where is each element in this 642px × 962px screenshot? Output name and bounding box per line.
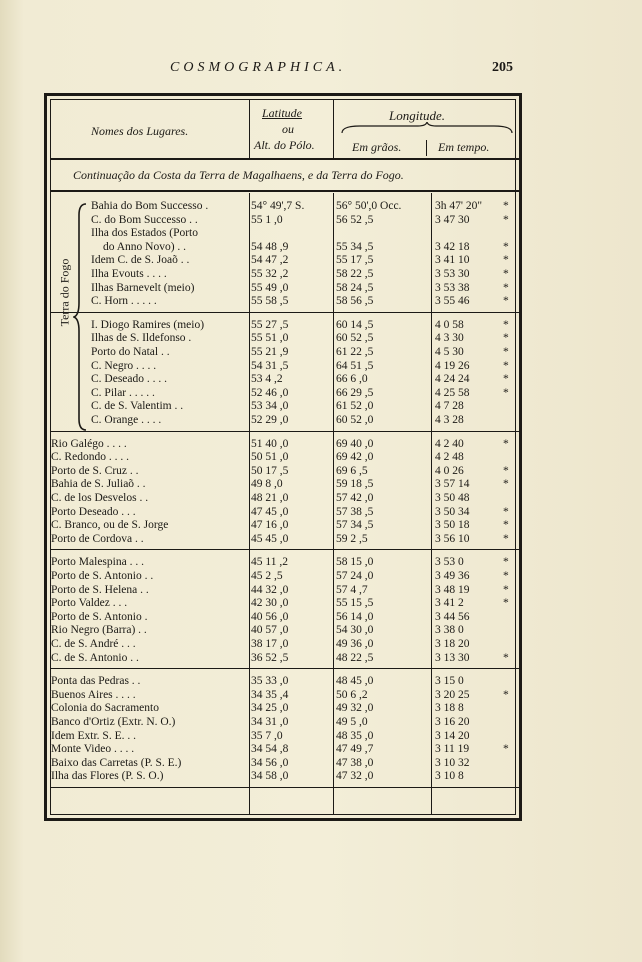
- latitude-value: 34 25 ,0: [251, 702, 289, 715]
- observation-mark: *: [503, 200, 509, 212]
- latitude-value: 54° 49',7 S.: [251, 200, 305, 212]
- latitude-value: 50 17 ,5: [251, 464, 289, 477]
- observation-mark: *: [503, 532, 509, 545]
- observation-mark: *: [503, 373, 509, 386]
- table-row: [51, 477, 521, 491]
- place-name: Colonia do Sacramento: [51, 702, 159, 715]
- latitude-value: 34 58 ,0: [251, 770, 289, 783]
- latitude-value: 35 7 ,0: [251, 729, 283, 742]
- header-long-time: Em tempo.: [438, 140, 490, 154]
- longitude-time: 3 53 38: [435, 281, 470, 294]
- longitude-time: 3 10 32: [435, 756, 470, 769]
- latitude-value: 55 27 ,5: [251, 318, 289, 331]
- latitude-value: 42 30 ,0: [251, 597, 289, 610]
- table-row: [51, 240, 521, 254]
- observation-mark: *: [503, 268, 509, 280]
- observation-mark: *: [503, 386, 509, 399]
- table-row: [51, 226, 521, 240]
- observation-mark: *: [503, 281, 509, 294]
- latitude-value: 35 33 ,0: [251, 675, 289, 688]
- place-name: C. Horn . . . . .: [91, 295, 157, 308]
- observation-mark: *: [503, 464, 509, 477]
- longitude-degrees: 56 52 ,5: [336, 213, 374, 226]
- place-name: Ilhas de S. Ildefonso .: [91, 332, 192, 345]
- place-name: Buenos Aires . . . .: [51, 688, 136, 701]
- longitude-time: 4 19 26: [435, 359, 470, 372]
- longitude-time: 3 11 19: [435, 743, 470, 756]
- observation-mark: *: [503, 240, 509, 253]
- place-name: C. Deseado . . . .: [91, 373, 168, 386]
- place-name: Porto Valdez . . .: [51, 597, 128, 610]
- longitude-time: 3 10 8: [435, 770, 464, 783]
- longitude-time: 3 53 30: [435, 268, 470, 280]
- longitude-degrees: 58 56 ,5: [336, 295, 374, 308]
- longitude-time: 3 20 25: [435, 688, 470, 701]
- longitude-degrees: 60 52 ,5: [336, 332, 374, 345]
- section-title-text: Continuação da Costa da Terra de Magalhaens, e da Terra do Fogo.: [73, 168, 404, 182]
- latitude-value: 40 56 ,0: [251, 610, 289, 623]
- header-lat-line3: Alt. do Pólo.: [254, 138, 315, 152]
- table-row: [51, 756, 521, 770]
- longitude-degrees: 55 15 ,5: [336, 597, 374, 610]
- longitude-degrees: 48 35 ,0: [336, 729, 374, 742]
- longitude-time: 3 16 20: [435, 716, 470, 728]
- place-name: C. Negro . . . .: [91, 359, 157, 372]
- table-row: [51, 715, 521, 729]
- observation-mark: *: [503, 346, 509, 358]
- longitude-degrees: 55 34 ,5: [336, 240, 374, 253]
- place-name: Porto de S. Cruz . .: [51, 464, 139, 477]
- table-row: [51, 596, 521, 610]
- place-name: Porto de S. Antonio . .: [51, 570, 154, 582]
- place-name: Baixo das Carretas (P. S. E.): [51, 756, 182, 769]
- latitude-value: 38 17 ,0: [251, 638, 289, 650]
- longitude-time: 3 50 18: [435, 519, 470, 532]
- header-lat-line2: ou: [282, 122, 294, 136]
- place-name: Idem Extr. S. E. . .: [51, 729, 136, 742]
- longitude-time: 3 56 10: [435, 532, 470, 545]
- observation-mark: *: [503, 688, 509, 701]
- header-name-label: Nomes dos Lugares.: [91, 124, 189, 138]
- longitude-degrees: 55 17 ,5: [336, 254, 374, 267]
- longitude-time: 3 57 14: [435, 478, 470, 491]
- latitude-value: 55 51 ,0: [251, 332, 289, 345]
- latitude-value: 51 40 ,0: [251, 437, 289, 450]
- observation-mark: *: [503, 651, 509, 664]
- table-row: [51, 253, 521, 267]
- latitude-value: 53 34 ,0: [251, 400, 289, 413]
- longitude-degrees: 69 42 ,0: [336, 451, 374, 464]
- column-header-longitude: [333, 100, 520, 160]
- latitude-value: 45 45 ,0: [251, 532, 289, 545]
- longitude-time: 3 14 20: [435, 729, 470, 742]
- header-long-label: Longitude.: [389, 108, 445, 123]
- longitude-degrees: 59 2 ,5: [336, 532, 368, 545]
- table-row: [51, 674, 521, 688]
- table-row: [51, 437, 521, 451]
- observation-mark: *: [503, 295, 509, 308]
- place-name: Porto de S. Antonio .: [51, 610, 148, 623]
- longitude-degrees: 54 30 ,0: [336, 624, 374, 637]
- longitude-time: 3 15 0: [435, 675, 464, 688]
- longitude-degrees: 69 40 ,0: [336, 437, 374, 450]
- observation-mark: *: [503, 254, 509, 267]
- observation-mark: *: [503, 505, 509, 518]
- running-title: COSMOGRAPHICA.: [170, 60, 347, 75]
- longitude-degrees: 49 36 ,0: [336, 638, 374, 650]
- table-row: [51, 318, 521, 332]
- table-row: [51, 505, 521, 519]
- longitude-degrees: 66 6 ,0: [336, 373, 368, 386]
- table-body: [51, 193, 521, 814]
- longitude-degrees: 58 22 ,5: [336, 268, 374, 280]
- table-row: [51, 651, 521, 665]
- observation-mark: *: [503, 743, 509, 756]
- table-row: [51, 583, 521, 597]
- observation-mark: *: [503, 556, 509, 569]
- table-row: [51, 281, 521, 295]
- latitude-value: 36 52 ,5: [251, 651, 289, 664]
- group-label: Terra do Fogo: [57, 258, 72, 327]
- observation-mark: *: [503, 583, 509, 596]
- longitude-degrees: 58 15 ,0: [336, 556, 374, 569]
- longitude-time: 3 18 20: [435, 638, 470, 650]
- table-row: [51, 359, 521, 373]
- longitude-time: 3 50 34: [435, 505, 470, 518]
- longitude-degrees: 69 6 ,5: [336, 464, 368, 477]
- longitude-subhead-divider: [426, 140, 427, 156]
- longitude-degrees: 57 42 ,0: [336, 492, 374, 504]
- place-name: Monte Video . . . .: [51, 743, 135, 756]
- place-name: Porto do Natal . .: [91, 346, 170, 358]
- place-name: Porto de S. Helena . .: [51, 583, 149, 596]
- table-row: [51, 555, 521, 569]
- longitude-degrees: 47 38 ,0: [336, 756, 374, 769]
- table-row: [51, 491, 521, 505]
- header-lat-line1: Latitude: [262, 106, 303, 120]
- longitude-degrees: 66 29 ,5: [336, 386, 374, 399]
- observation-mark: *: [503, 213, 509, 226]
- longitude-degrees: 48 45 ,0: [336, 675, 374, 688]
- longitude-time: 3 41 10: [435, 254, 470, 267]
- latitude-value: 40 57 ,0: [251, 624, 289, 637]
- latitude-value: 34 54 ,8: [251, 743, 289, 756]
- table-row: [51, 386, 521, 400]
- place-name: Ilha dos Estados (Porto: [91, 227, 199, 240]
- table-row: [51, 637, 521, 651]
- place-name: Ponta das Pedras . .: [51, 675, 141, 688]
- longitude-time: 3 47 30: [435, 213, 470, 226]
- longitude-time: 4 7 28: [435, 400, 464, 413]
- table-row: [51, 569, 521, 583]
- place-name: C. de S. Antonio . .: [51, 651, 139, 664]
- place-name: C. do Bom Successo . .: [91, 213, 198, 226]
- place-name: Porto Malespina . . .: [51, 556, 144, 569]
- longitude-time: 4 2 40: [435, 437, 464, 450]
- longitude-time: 4 5 30: [435, 346, 464, 358]
- observation-mark: *: [503, 597, 509, 610]
- place-name: C. de los Desvelos . .: [51, 492, 149, 504]
- place-name: I. Diogo Ramires (meio): [91, 318, 205, 331]
- longitude-degrees: 57 38 ,5: [336, 505, 374, 518]
- place-name: Ilhas Barnevelt (meio): [91, 281, 195, 294]
- longitude-time: 4 2 48: [435, 451, 464, 464]
- longitude-time: 4 0 26: [435, 464, 464, 477]
- longitude-degrees: 56° 50',0 Occ.: [336, 200, 402, 212]
- longitude-time: 3 41 2: [435, 597, 464, 610]
- table-row: [51, 532, 521, 546]
- table-inner: [50, 99, 516, 815]
- table-row: [51, 518, 521, 532]
- longitude-time: 3 48 19: [435, 583, 470, 596]
- table-row: [51, 701, 521, 715]
- longitude-time: 3 44 56: [435, 610, 470, 623]
- longitude-degrees: 49 5 ,0: [336, 716, 368, 728]
- place-name: Ilha Evouts . . . .: [91, 268, 167, 280]
- longitude-time: 4 3 30: [435, 332, 464, 345]
- place-name: Ilha das Flores (P. S. O.): [51, 770, 164, 783]
- page-number: 205: [492, 60, 513, 75]
- latitude-value: 55 21 ,9: [251, 346, 289, 358]
- place-name: C. Branco, ou de S. Jorge: [51, 519, 169, 532]
- table-row: [51, 623, 521, 637]
- longitude-time: 3 55 46: [435, 295, 470, 308]
- place-name: Rio Galégo . . . .: [51, 437, 127, 450]
- longitude-time: 3 42 18: [435, 240, 470, 253]
- latitude-value: 54 48 ,9: [251, 240, 289, 253]
- latitude-value: 55 58 ,5: [251, 295, 289, 308]
- place-name: C. Pilar . . . . .: [91, 386, 155, 399]
- place-name: Idem C. de S. Joaõ . .: [91, 254, 190, 267]
- column-header-latitude: [249, 100, 334, 160]
- coordinates-table: [44, 93, 522, 821]
- place-name: C. de S. André . . .: [51, 638, 136, 650]
- table-row: [51, 267, 521, 281]
- longitude-time: 4 25 58: [435, 386, 470, 399]
- longitude-degrees: 57 4 ,7: [336, 583, 368, 596]
- longitude-degrees: 48 22 ,5: [336, 651, 374, 664]
- longitude-time: 3 38 0: [435, 624, 464, 637]
- longitude-time: 3 50 48: [435, 492, 470, 504]
- place-name: Porto de Cordova . .: [51, 532, 144, 545]
- place-name: C. de S. Valentim . .: [91, 400, 184, 413]
- place-name: C. Orange . . . .: [91, 414, 162, 426]
- latitude-value: 48 21 ,0: [251, 492, 289, 504]
- longitude-time: 3 18 8: [435, 702, 464, 715]
- table-row: [51, 610, 521, 624]
- table-row: [51, 331, 521, 345]
- latitude-value: 50 51 ,0: [251, 451, 289, 464]
- table-row: [51, 213, 521, 227]
- page-header: [0, 60, 642, 82]
- place-name: Banco d'Ortiz (Extr. N. O.): [51, 716, 176, 728]
- latitude-value: 54 47 ,2: [251, 254, 289, 267]
- longitude-time: 3h 47' 20": [435, 200, 483, 212]
- longitude-time: 4 3 28: [435, 414, 464, 426]
- longitude-brace-icon: [340, 122, 514, 134]
- latitude-value: 44 32 ,0: [251, 583, 289, 596]
- table-row: [51, 199, 521, 213]
- longitude-time: 3 13 30: [435, 651, 470, 664]
- longitude-degrees: 50 6 ,2: [336, 688, 368, 701]
- table-row: [51, 742, 521, 756]
- longitude-degrees: 60 52 ,0: [336, 414, 374, 426]
- place-name: C. Redondo . . . .: [51, 451, 129, 464]
- place-name: Porto Deseado . . .: [51, 505, 136, 518]
- observation-mark: *: [503, 359, 509, 372]
- longitude-time: 4 0 58: [435, 318, 464, 331]
- latitude-value: 49 8 ,0: [251, 478, 283, 491]
- longitude-degrees: 57 24 ,0: [336, 570, 374, 582]
- longitude-time: 3 49 36: [435, 570, 470, 582]
- latitude-value: 52 46 ,0: [251, 386, 289, 399]
- longitude-degrees: 47 32 ,0: [336, 770, 374, 783]
- longitude-degrees: 57 34 ,5: [336, 519, 374, 532]
- header-long-degrees: Em grãos.: [352, 140, 402, 154]
- longitude-degrees: 59 18 ,5: [336, 478, 374, 491]
- observation-mark: *: [503, 519, 509, 532]
- column-header-name: [51, 100, 249, 160]
- table-row: [51, 413, 521, 427]
- table-row: [51, 294, 521, 308]
- observation-mark: *: [503, 478, 509, 491]
- table-row: [51, 450, 521, 464]
- latitude-value: 47 45 ,0: [251, 505, 289, 518]
- latitude-value: 45 2 ,5: [251, 570, 283, 582]
- observation-mark: *: [503, 318, 509, 331]
- longitude-degrees: 61 52 ,0: [336, 400, 374, 413]
- latitude-value: 55 49 ,0: [251, 281, 289, 294]
- place-name: Bahia do Bom Successo .: [91, 200, 209, 212]
- latitude-value: 34 31 ,0: [251, 716, 289, 728]
- table-row: [51, 729, 521, 743]
- observation-mark: *: [503, 437, 509, 450]
- latitude-value: 55 1 ,0: [251, 213, 283, 226]
- place-name: Bahia de S. Juliaõ . .: [51, 478, 146, 491]
- latitude-value: 52 29 ,0: [251, 414, 289, 426]
- longitude-degrees: 64 51 ,5: [336, 359, 374, 372]
- latitude-value: 34 35 ,4: [251, 688, 289, 701]
- longitude-degrees: 58 24 ,5: [336, 281, 374, 294]
- longitude-degrees: 56 14 ,0: [336, 610, 374, 623]
- section-title: [51, 160, 521, 192]
- latitude-value: 54 31 ,5: [251, 359, 289, 372]
- longitude-degrees: 60 14 ,5: [336, 318, 374, 331]
- latitude-value: 55 32 ,2: [251, 268, 289, 280]
- table-row: [51, 345, 521, 359]
- place-name: Rio Negro (Barra) . .: [51, 624, 147, 637]
- table-row: [51, 769, 521, 783]
- latitude-value: 47 16 ,0: [251, 519, 289, 532]
- longitude-degrees: 61 22 ,5: [336, 346, 374, 358]
- table-row: [51, 372, 521, 386]
- longitude-time: 3 53 0: [435, 556, 464, 569]
- place-name: do Anno Novo) . .: [103, 240, 187, 253]
- latitude-value: 34 56 ,0: [251, 756, 289, 769]
- latitude-value: 45 11 ,2: [251, 556, 288, 569]
- longitude-degrees: 49 32 ,0: [336, 702, 374, 715]
- observation-mark: *: [503, 332, 509, 345]
- latitude-value: 53 4 ,2: [251, 373, 283, 386]
- table-row: [51, 688, 521, 702]
- table-row: [51, 399, 521, 413]
- observation-mark: *: [503, 570, 509, 582]
- table-row: [51, 464, 521, 478]
- longitude-time: 4 24 24: [435, 373, 470, 386]
- longitude-degrees: 47 49 ,7: [336, 743, 374, 756]
